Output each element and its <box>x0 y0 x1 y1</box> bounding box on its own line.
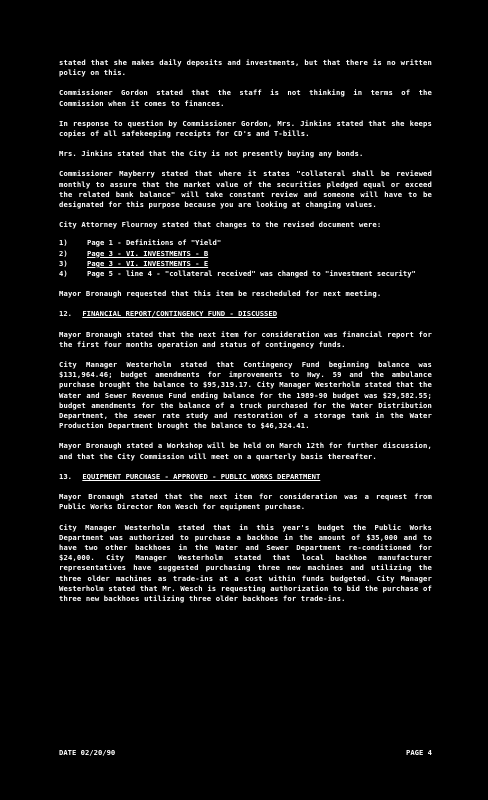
paragraph-contingency-fund: City Manager Westerholm stated that Contingency Fund beginning balance was $131,964.46; budget amendments for improvements to Hwy. 59 and the ambulance purchase brought the balance to $95,319.17. City Manager Westerholm stated that the Water and Sewer Revenue Fund ending balance for the 1989-90 budget was $29,582.55; budget amendments for the balance of a truck purchased for the Water Distribution Department, the sewer rate study and restoration of a storage tank in the Water Production Department brought the balance to $46,324.41. <box>59 360 432 431</box>
list-marker: 2) <box>59 248 68 258</box>
section-title: EQUIPMENT PURCHASE - APPROVED - PUBLIC WORKS DEPARTMENT <box>82 471 321 481</box>
changes-list <box>59 238 432 279</box>
list-text: Page 3 - VI. INVESTMENTS - E <box>87 258 209 268</box>
list-item <box>59 238 432 248</box>
paragraph-workshop: Mayor Bronaugh stated a Workshop will be held on March 12th for further discussion, and that the City Commission will meet on a quarterly basis thereafter. <box>59 441 432 461</box>
list-text: Page 1 - Definitions of "Yield" <box>87 238 222 248</box>
paragraph-gordon-staff: Commissioner Gordon stated that the staff is not thinking in terms of the Commission when it comes to finances. <box>59 88 432 108</box>
footer-date: DATE 02/20/90 <box>59 748 116 757</box>
document-page <box>59 58 432 614</box>
paragraph-attorney-changes: City Attorney Flournoy stated that changes to the revised document were: <box>59 220 382 230</box>
list-marker: 4) <box>59 269 68 279</box>
page-footer <box>59 748 432 757</box>
paragraph-backhoe-purchase: City Manager Westerholm stated that in this year's budget the Public Works Department was authorized to purchase a backhoe in the amount of $35,000 and to have two other backhoes in the Water and Sewer Department re-conditioned for $24,000. City Manager Westerholm stated that local backhoe manufacturer representatives have suggested purchasing three new machines and utilizing the three older machines as trade-ins at a cost within funds budgeted. City Manager Westerholm stated that Mr. Wesch is requesting authorization to bid the purchase of three new backhoes utilizing three older backhoes for trade-ins. <box>59 522 432 603</box>
section-number: 12. <box>59 309 72 319</box>
list-item <box>59 259 432 269</box>
section-heading-12 <box>59 309 432 319</box>
paragraph-bonds: Mrs. Jinkins stated that the City is not presently buying any bonds. <box>59 149 364 159</box>
list-item <box>59 269 432 279</box>
section-title: FINANCIAL REPORT/CONTINGENCY FUND - DISCUSSED <box>82 309 278 319</box>
paragraph-reschedule: Mayor Bronaugh requested that this item be rescheduled for next meeting. <box>59 289 382 299</box>
paragraph-safekeeping: In response to question by Commissioner Gordon, Mrs. Jinkins stated that she keeps copies of all safekeeping receipts for CD's and T-bills. <box>59 118 432 139</box>
footer-page-number: PAGE 4 <box>406 748 432 757</box>
list-text: Page 3 - VI. INVESTMENTS - B <box>87 248 209 258</box>
list-marker: 3) <box>59 258 68 268</box>
section-heading-13 <box>59 472 432 482</box>
list-marker: 1) <box>59 238 68 248</box>
paragraph-financial-report: Mayor Bronaugh stated that the next item for consideration was financial report for the first four months operation and status of contingency funds. <box>59 329 432 349</box>
paragraph-deposits: stated that she makes daily deposits and investments, but that there is no written policy on this. <box>59 58 432 78</box>
paragraph-collateral: Commissioner Mayberry stated that where it states "collateral shall be reviewed monthly to assure that the market value of the securities pledged equal or exceed the related bank balance" will take constant review and someone will have to be designated for this purpose because you are looking at changing values. <box>59 169 432 210</box>
paragraph-equipment-request: Mayor Bronaugh stated that the next item for consideration was a request from Public Works Director Ron Wesch for equipment purchase. <box>59 492 432 512</box>
section-number: 13. <box>59 471 72 481</box>
list-text: Page 5 - line 4 - "collateral received" was changed to "investment security" <box>87 269 416 279</box>
list-item <box>59 249 432 259</box>
